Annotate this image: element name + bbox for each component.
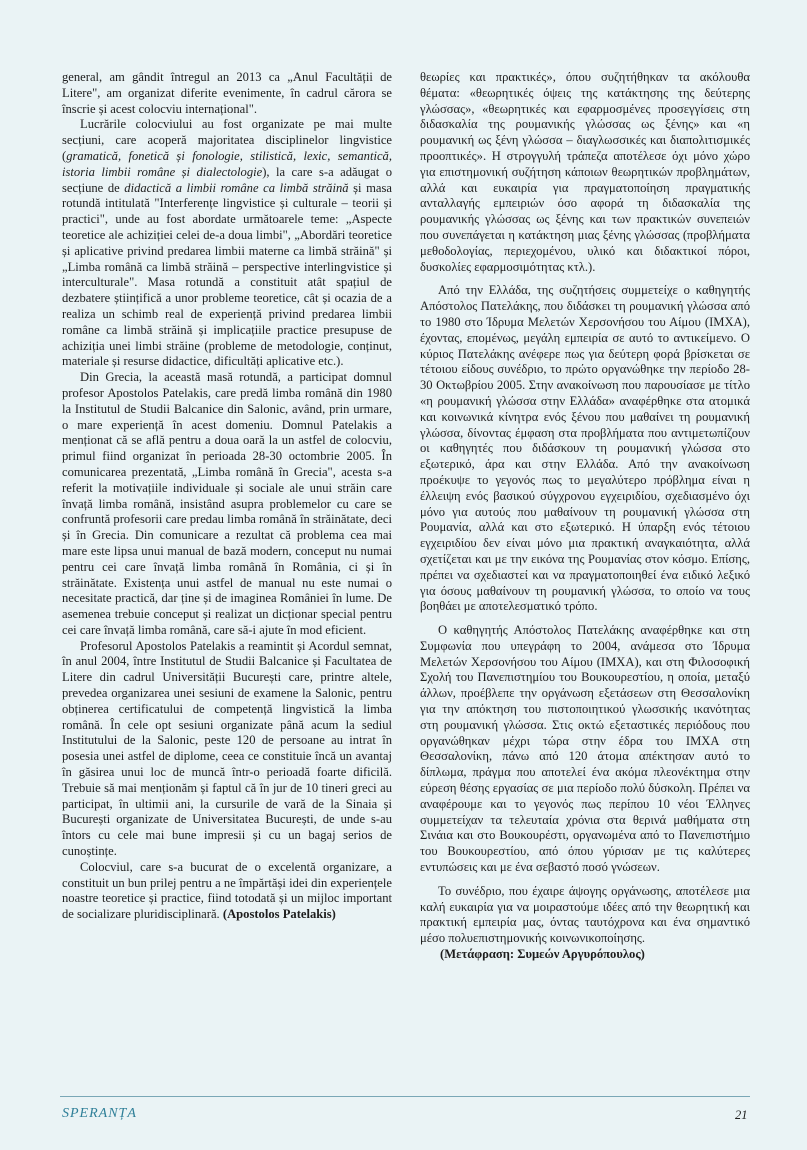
signature-translator: (Μετάφραση: Συμεών Αργυρόπουλος) xyxy=(440,947,645,962)
paragraph-left-2-italic-2: didactică a limbii române ca limbă străină xyxy=(124,180,349,195)
paragraph-left-2-text-a: Lucrările colocviului au fost organizate pe mai multe secțiuni, care acoperă majoritatea disciplinelor lingvistice ( xyxy=(62,117,392,163)
page-number: 21 xyxy=(735,1108,748,1122)
paragraph-left-2 xyxy=(62,117,392,370)
paragraph-right-2: Από την Ελλάδα, της συζητήσεις συμμετείχε ο καθηγητής Απόστολος Πατελάκης, που διδάσκει τη ρουμανική γλώσσα από το 1980 στο Ίδρυμα Μελετών Χερσονήσου του Αίμου (ΙΜΧΑ), έχοντας, επομένως, μεγάλη εμπειρία σε αυτό το αντικείμενο. Ο κύριος Πατελάκης ανέφερε πως για δεύτερη φορά βρίσκεται σε τέτοιου είδους συνέδριο, το πρώτο οργανώθηκε την περίοδο 28-30 Οκτωβρίου 2005. Στην ανακοίνωση που παρουσίασε με τίτλο «η ρουμανική γλώσσα στην Ελλάδα» αναφέρθηκε στα ατομικά και κοινωνικά κίνητρα ενός ξένου που μαθαίνει τη ρουμανική γλώσσα, δίνοντας έμφαση στα προβλήματα που αντιμετωπίζουν οι καθηγητές που διδάσκουν τη ρουμανική γλώσσα στο εξωτερικό, άρα και στην Ελλάδα. Από την ανακοίνωση προέκυψε το γεγονός πως το μεγαλύτερο πρόβλημα είναι η έλλειψη ενός βασικού σύγχρονου εγχειριδίου, σχεδιασμένο όχι μόνο για αυτούς που μαθαίνουν τη ρουμανική γλώσσα στη Ρουμανία, αλλά και στο εξωτερικό. Η ύπαρξη ενός τέτοιου εγχειριδίου δεν είναι μόνο μια πρακτική αναγκαιότητα, αλλά σχετίζεται και με την εικόνα της Ρουμανίας στον κόσμο. Επίσης, πρέπει να σχεδιαστεί και να πραγματοποιηθεί ένα ειδικό λεξικό για όσους μαθαίνουν τη ρουμανική γλώσσα, το οποίο να τους βοηθάει με αποτελεσματικό τρόπο. xyxy=(420,283,750,614)
signature-author: (Apostolos Patelakis) xyxy=(222,907,336,922)
left-column xyxy=(62,70,392,923)
paragraph-left-3: Din Grecia, la această masă rotundă, a participat domnul profesor Apostolos Patelakis, care predă limba română din 1980 la Institutul de Studii Balcanice din Salonic, având, prin urmare, o mare experiență în acest domeniu. Domnul Patelakis a menționat că se află pentru a doua oară la un astfel de colocviu, primul fiind organizat în perioada 28-30 octombrie 2005. În comunicarea prezentată, „Limba română în Grecia", acesta s-a referit la motivațiile individuale și sociale ale unui străin care învață limba română, insistând asupra problemelor cu care se confruntă profesorii care predau limba română în străinătate, deci și în Grecia. Din comunicare a rezultat că problema cea mai mare este lipsa unui manual de bază modern, conceput nu numai pentru cei care învață limba română în România, ci și în străinătate. Existența unui astfel de manual nu este numai o necesitate practică, dar ține și de imaginea României în lume. De asemenea trebuie conceput și realizat un dicționar special pentru cei care învață limba română, care să-i ajute în mod eficient. xyxy=(62,370,392,637)
journal-name: SPERANȚA xyxy=(62,1106,137,1121)
footer-rule xyxy=(60,1096,750,1097)
paragraph-left-2-italic-1: gramatică, fonetică și fonologie, stilistică, lexic, semantică, istoria limbii române și dialectologie xyxy=(62,148,392,179)
paragraph-left-2-text-b: ), la care s-a adăugat o secțiune de xyxy=(62,164,393,195)
paragraph-right-3: Ο καθηγητής Απόστολος Πατελάκης αναφέρθηκε και στη Συμφωνία που υπεγράφη το 2004, ανάμεσα στο Ίδρυμα Μελετών Χερσονήσου του Αίμου (ΙΜΧΑ), και στη Φιλοσοφική Σχολή του Πανεπιστημίου του Βουκουρεστίου, η οποία, μεταξύ άλλων, προέβλεπε την οργάνωση εξετάσεων στη Θεσσαλονίκη για την απόκτηση του πιστοποιητικού γλωσσικής ικανότητας στη ρουμανική γλώσσα. Στις οκτώ εξεταστικές περιόδους που οργανώθηκαν μέχρι τώρα στην έδρα του ΙΜΧΑ στη Θεσσαλονίκη, πάνω από 120 άτομα απέκτησαν αυτό το δίπλωμα, πράγμα που αποτελεί ένα ακόμα πλεονέκτημα στην εύρεση θέσης εργασίας σε μια περίοδο πολύ δύσκολη. Πρέπει να αναφέρουμε και το γεγονός πως περίπου 10 νέοι Έλληνες συμμετείχαν τα τελευταία χρόνια στα θερινά μαθήματα στη Σινάια και στο Βουκουρέστι, οργανωμένα από το Πανεπιστήμιο του Βουκουρεστίου, από όπου γύρισαν με τις καλύτερες εντυπώσεις και με ένα σεβαστό ποσό γνώσεων. xyxy=(420,623,750,875)
paragraph-left-2-text-c: și masa rotundă intitulată "Interferențe lingvistice și culturale – teorii și practici", unde au fost abordate următoarele teme: „Aspecte teoretice ale achiziției celei de-a doua limbi", „Abordări teoretice și aplicative privind predarea limbii materne ca limbă străină" și „Limba română ca limbă străină – perspective interlingvistice și interculturale". Masa rotundă a constituit atât spațiul de dezbatere științifică a unor probleme teoretice, cât și ocazia de a realiza un schimb real de experiență privind predarea limbii române ca limbă străină și implicațiile practice presupuse de achiziția unei limbi străine (probleme de metodologie, conținut, materiale și resurse didactice, dificultăți aplicative etc.). xyxy=(62,180,392,369)
paragraph-left-1: general, am gândit întregul an 2013 ca „Anul Facultății de Litere", am organizat diferite evenimente, în cadrul cărora se înscrie și acest colocviu internațional". xyxy=(62,70,392,116)
paragraph-left-5-text: Colocviul, care s-a bucurat de o excelentă organizare, a constituit un bun prilej pentru a ne împărtăși idei din experiențele noastre teoretice și practice, fiind totodată și un mijloc important de socializare pluridisciplinară. xyxy=(62,859,392,922)
paragraph-right-1: θεωρίες και πρακτικές», όπου συζητήθηκαν τα ακόλουθα θέματα: «θεωρητικές όψεις της κατάκτησης της δεύτερης γλώσσας», «θεωρητικές και εφαρμοσμένες προσεγγίσεις στη διδασκαλία της ρουμανικής γλώσσας ως ξένης» και «η ρουμανική ως ξένη γλώσσα – διαγλωσσικές και διαπολιτισμικές προοπτικές». Η στρογγυλή τράπεζα αποτέλεσε όχι μόνο χώρο για επιστημονική συζήτηση κάποιων θεωρητικών προβλημάτων, αλλά και ευκαιρία για πραγματοποίηση πραγματικής ανταλλαγής εμπειριών όσο αφορά τη διδασκαλία της ρουμανικής γλώσσας ως ξένης και των πρακτικών συνεπειών που συνεπάγεται η κατάκτηση μιας ξένης γλώσσας (προβλήματα μεθοδολογίας, περιεχομένου, υλικό και διδακτικοί πόροι, δυσκολίες εφαρμοσιμότητας κτλ.). xyxy=(420,70,750,274)
paragraph-left-5 xyxy=(62,860,392,923)
paragraph-right-4: Το συνέδριο, που έχαιρε άψογης οργάνωσης, αποτέλεσε μια καλή ευκαιρία για να μοιραστούμε ιδέες από την θεωρητική και πρακτική εμπειρία μας, όντας ταυτόχρονα και ένα σημαντικό μέσο πολυεπιστημονικής κοινωνικοποίησης. xyxy=(420,883,750,946)
right-column xyxy=(420,70,750,963)
paragraph-left-4: Profesorul Apostolos Patelakis a reamintit și Acordul semnat, în anul 2004, între Institutul de Studii Balcanice și Facultatea de Litere din cadrul Universității București care, printre altele, prevedea organizarea unei sesiuni de examene la Salonic, pentru obținerea certificatului de competență lingvistică la limba română. În cele opt sesiuni organizate până acum la sediul Institutului de la Salonic, peste 120 de persoane au intrat în posesia unei astfel de diplome, ceea ce constituie încă un avantaj în găsirea unui loc de muncă într-o perioadă foarte dificilă. Trebuie să mai menționăm și faptul că în jur de 10 tineri greci au participat, în ultimii ani, la cursurile de vară de la Sinaia și București organizate de Universitatea București, de unde s-au întors cu cele mai bune impresii și cu un bagaj serios de cunoștințe. xyxy=(62,638,392,859)
